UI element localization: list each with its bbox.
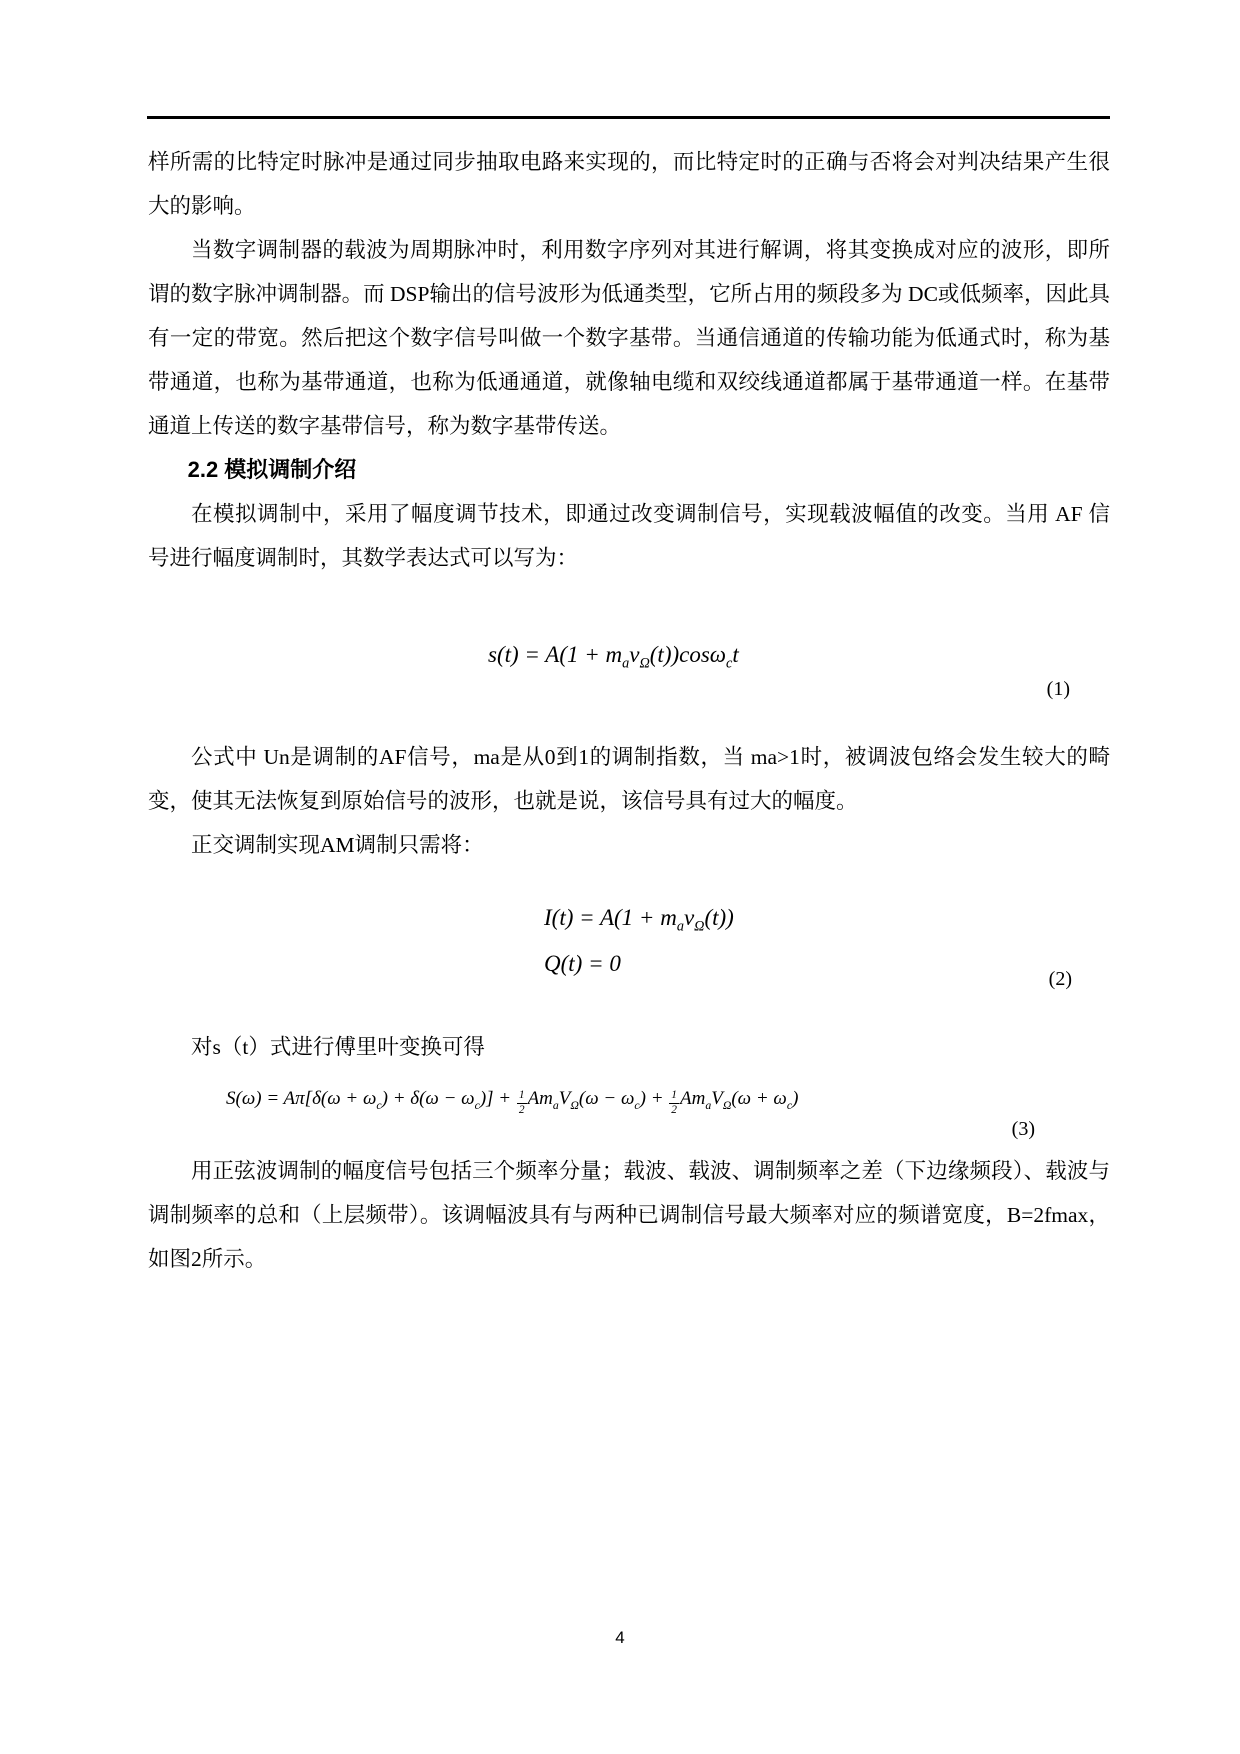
equation-2-line-i: $I(t) = A(1 + m_av_\Omega(t))$ (544, 905, 734, 935)
equation-1-formula: $s(t) = A(1 + m_av_\Omega(t))\cos\omega_ct$ (488, 642, 739, 672)
paragraph-continuation: 样所需的比特定时脉冲是通过同步抽取电路来实现的，而比特定时的正确与否将会对判决结果产生很大的影响。 (148, 150, 1110, 218)
equation-1-number: (1) (1046, 678, 1070, 700)
paragraph-digital-modulator: 当数字调制器的载波为周期脉冲时，利用数字序列对其进行解调，将其变换成对应的波形，即所谓的数字脉冲调制器。而 DSP输出的信号波形为低通类型，它所占用的频段多为 DC或低频率，因此具有一定的带宽。然后把这个数字信号叫做一个数字基带。当通信通道的传输功能为低通式时，称为基带通道，也称为基带通道，也称为低通通道，就像轴电缆和双绞线通道都属于基带通道一样。在基带通道上传送的数字基带信号，称为数字基带传送。 (148, 238, 1110, 438)
equation-3-number: (3) (1011, 1118, 1035, 1140)
equation-2 (148, 895, 1110, 990)
paragraph-fourier: 对s（t）式进行傅里叶变换可得 (191, 1035, 485, 1059)
equation-2-line-q: Q(t) = 0 (544, 951, 621, 976)
paragraph-sine-modulation: 用正弦波调制的幅度信号包括三个频率分量；载波、载波、调制频率之差（下边缘频段）、载波与调制频率的总和（上层频带）。该调幅波具有与两种已调制信号最大频率对应的频谱宽度，B=2fmax，如图2所示。 (148, 1159, 1110, 1271)
equation-3 (148, 1079, 1110, 1140)
section-heading-2-2: 2.2 模拟调制介绍 (187, 457, 357, 482)
page-body (148, 140, 1110, 1281)
equation-1 (148, 635, 1110, 700)
equation-2-number: (2) (1048, 968, 1072, 990)
paragraph-quadrature: 正交调制实现AM调制只需将： (191, 833, 484, 857)
header-rule (147, 116, 1110, 119)
page-number: 4 (615, 1628, 625, 1647)
paragraph-analog-intro: 在模拟调制中，采用了幅度调节技术，即通过改变调制信号，实现载波幅值的改变。当用 AF 信号进行幅度调制时，其数学表达式可以写为： (148, 502, 1110, 570)
equation-3-formula: $S(\omega) = A\pi[\delta(\omega + \omega_c) + \delta(\omega - \omega_c)]$ + $\frac{1}{2}$ $Am_aV_\Omega(\omega - \omega_c)$ + $\frac{1}{2}$ $Am_aV_\Omega(\omega + \omega_c)$ (226, 1088, 799, 1116)
paragraph-formula-explanation: 公式中 Un是调制的AF信号，ma是从0到1的调制指数，当 ma>1时，被调波包络会发生较大的畸变，使其无法恢复到原始信号的波形，也就是说，该信号具有过大的幅度。 (148, 745, 1110, 813)
